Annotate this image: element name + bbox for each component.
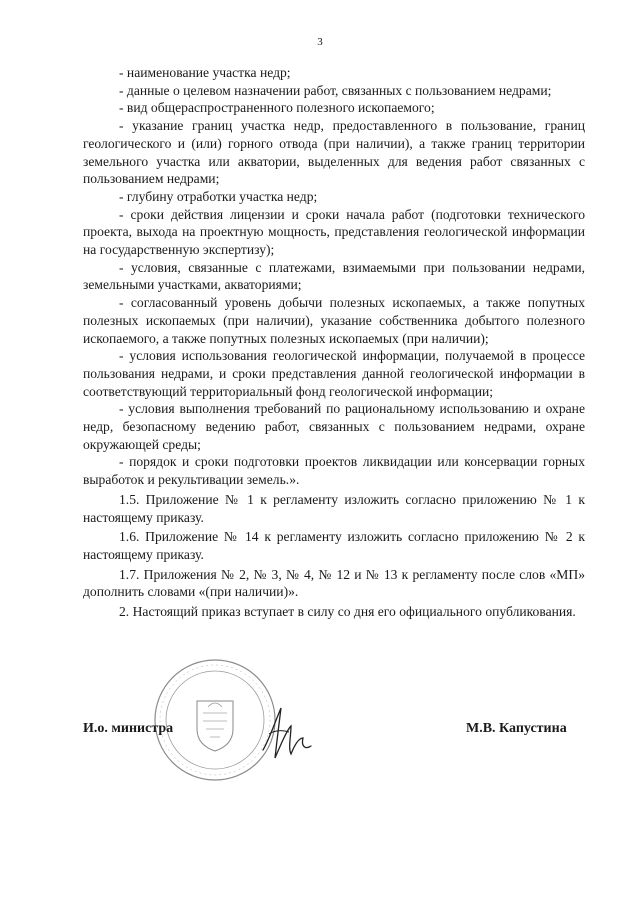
list-item: - сроки действия лицензии и сроки начала работ (подготовки технического проекта, выхода на проектную мощность, представления геологической информации на государственную экспертизу); — [83, 206, 585, 258]
clause: 1.5. Приложение № 1 к регламенту изложить согласно приложению № 1 к настоящему приказу. — [83, 491, 585, 525]
clause: 1.6. Приложение № 14 к регламенту изложить согласно приложению № 2 к настоящему приказу. — [83, 529, 585, 562]
signatory-title: И.о. министра — [83, 721, 174, 736]
list-item: - порядок и сроки подготовки проектов ликвидации или консервации горных выработок и рекультивации земель.». — [83, 454, 585, 488]
clause: 1.7. Приложения № 2, № 3, № 4, № 12 и № 13 к регламенту после слов «МП» дополнить словами «(при наличии)». — [83, 566, 585, 600]
list-item: - наименование участка недр; — [119, 65, 291, 80]
clause: 2. Настоящий приказ вступает в силу со дня его официального опубликования. — [119, 604, 576, 620]
list-item: - условия, связанные с платежами, взимаемыми при пользовании недрами, земельными участками, акваториями; — [83, 259, 585, 293]
list-item: - указание границ участка недр, предоставленного в пользование, границ геологического и (или) горного отвода (при наличии), а также границ территории земельного участка или акватории, выделенных для ведения работ связанных с пользованием недрами; — [83, 118, 585, 187]
page-number: 3 — [317, 36, 323, 48]
list-item: - условия выполнения требований по рациональному использованию и охране недр, безопасному ведению работ, связанных с пользованием недрами, охране окружающей среды; — [83, 401, 585, 452]
list-item: - согласованный уровень добычи полезных ископаемых, а также попутных полезных ископаемых (при наличии), указание собственника добытого полезного ископаемого, а также попутных полезных ископаемых (при наличии); — [83, 295, 585, 346]
document-body — [83, 64, 585, 621]
list-item: - вид общераспространенного полезного ископаемого; — [119, 100, 435, 116]
handwritten-signature — [255, 700, 325, 770]
list-item: - глубину отработки участка недр; — [119, 188, 318, 204]
signatory-name: М.В. Капустина — [466, 721, 567, 736]
list-item: - данные о целевом назначении работ, связанных с пользованием недрами; — [119, 82, 552, 98]
list-item: - условия использования геологической информации, получаемой в процессе пользования недрами, и сроки представления данной геологической информации в соответствующий территориальный фонд геологической информации; — [83, 348, 585, 399]
